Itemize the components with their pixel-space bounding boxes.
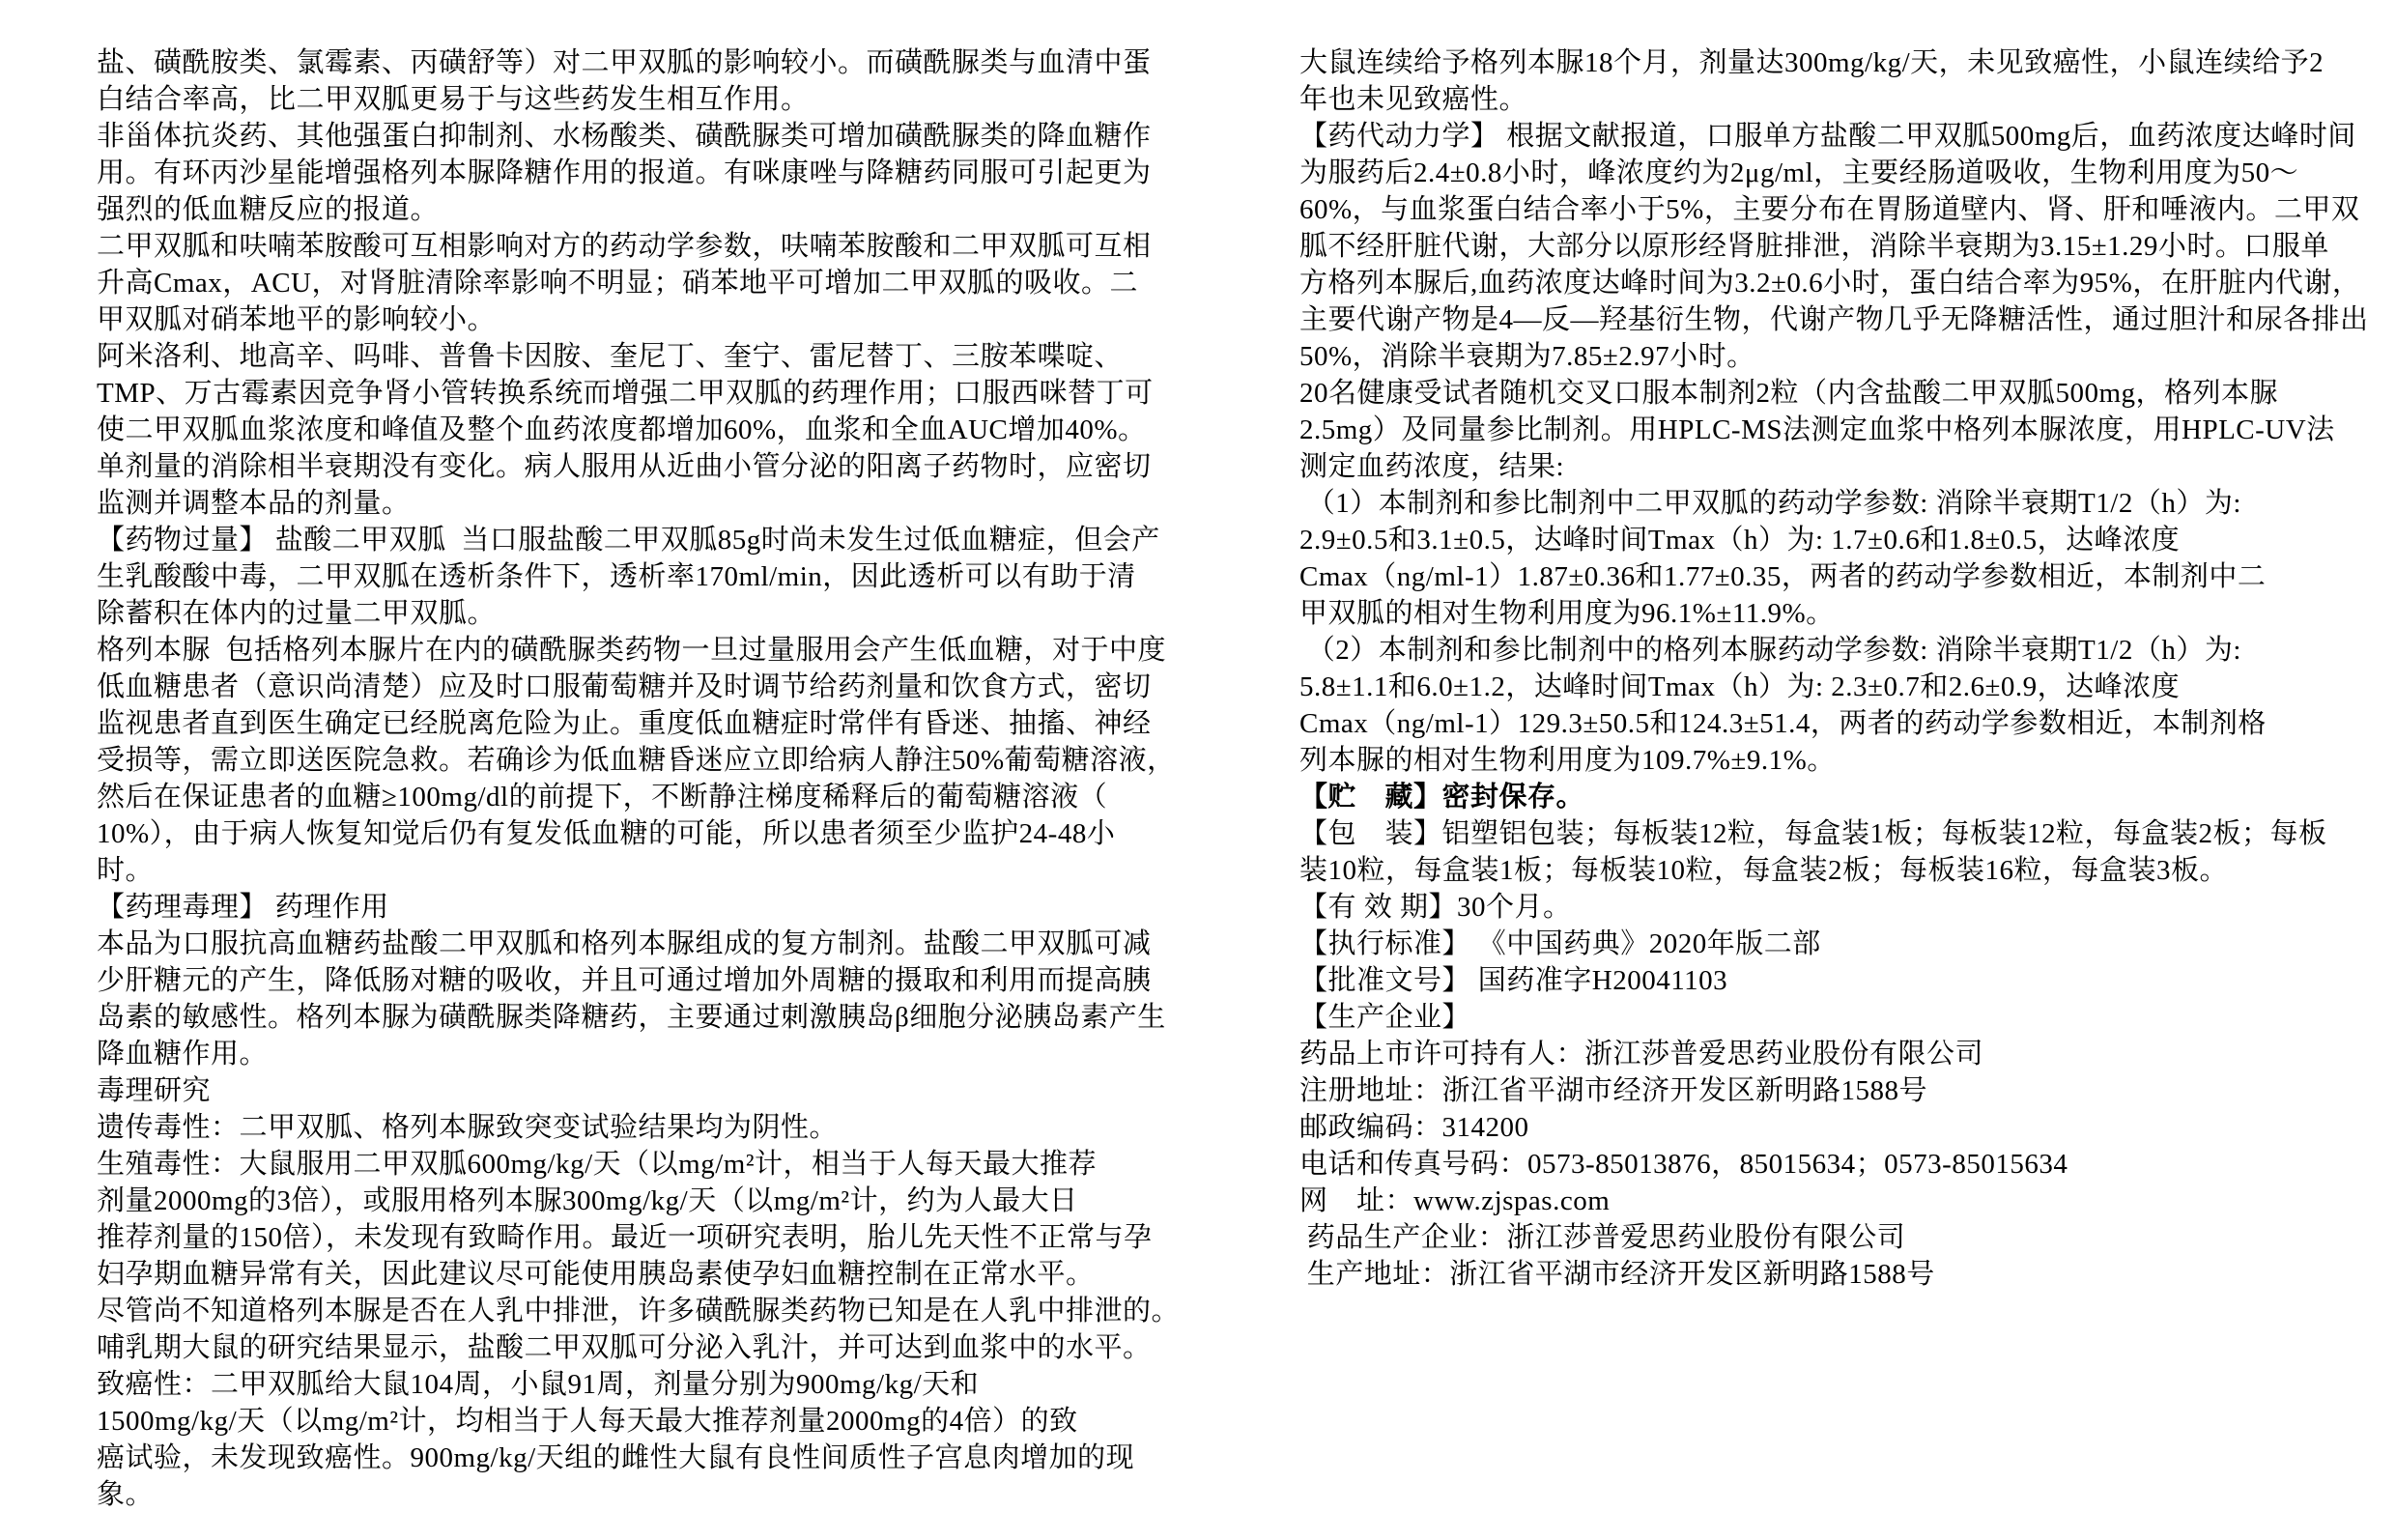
text-line: 少肝糖元的产生，降低肠对糖的吸收，并且可通过增加外周糖的摄取和利用而提高胰 xyxy=(97,965,1152,996)
text-line: 尽管尚不知道格列本脲是否在人乳中排泄，许多磺酰脲类药物已知是在人乳中排泄的。 xyxy=(97,1296,1181,1326)
text-line: 【包 装】铝塑铝包装；每板装12粒，每盒装1板；每板装12粒，每盒装2板；每板 xyxy=(1299,818,2327,849)
text-line: 主要代谢产物是4—反—羟基衍生物，代谢产物几乎无降糖活性，通过胆汁和尿各排出 xyxy=(1299,304,2369,335)
text-line: 2.9±0.5和3.1±0.5，达峰时间Tmax（h）为: 1.7±0.6和1.8±0.5，达峰浓度 xyxy=(1299,525,2181,556)
text-line: 单剂量的消除相半衰期没有变化。病人服用从近曲小管分泌的阳离子药物时，应密切 xyxy=(97,451,1152,482)
text-line: 哺乳期大鼠的研究结果显示，盐酸二甲双胍可分泌入乳汁，并可达到血浆中的水平。 xyxy=(97,1332,1152,1363)
text-line: 推荐剂量的150倍），未发现有致畸作用。最近一项研究表明，胎儿先天性不正常与孕 xyxy=(97,1222,1153,1253)
text-line: 【生产企业】 xyxy=(1299,1002,1471,1033)
text-line: 二甲双胍和呋喃苯胺酸可互相影响对方的药动学参数，呋喃苯胺酸和二甲双胍可互相 xyxy=(97,231,1152,262)
text-line: 毒理研究 xyxy=(97,1075,212,1106)
text-line: 低血糖患者（意识尚清楚）应及时口服葡萄糖并及时调节给药剂量和饮食方式，密切 xyxy=(97,671,1152,702)
text-line: 盐、磺酰胺类、氯霉素、丙磺舒等）对二甲双胍的影响较小。而磺酰脲类与血清中蛋 xyxy=(97,47,1152,78)
text-line: 妇孕期血糖异常有关，因此建议尽可能使用胰岛素使孕妇血糖控制在正常水平。 xyxy=(97,1259,1095,1290)
text-line: TMP、万古霉素因竞争肾小管转换系统而增强二甲双胍的药理作用；口服西咪替丁可 xyxy=(97,378,1154,409)
text-line: 1500mg/kg/天（以mg/m²计，均相当于人每天最大推荐剂量2000mg的4倍）的致 xyxy=(97,1406,1078,1437)
text-line: 【执行标准】 《中国药典》2020年版二部 xyxy=(1299,928,1821,959)
text-line: 网 址：www.zjspas.com xyxy=(1299,1185,1611,1216)
text-line: 本品为口服抗高血糖药盐酸二甲双胍和格列本脲组成的复方制剂。盐酸二甲双胍可减 xyxy=(97,928,1152,959)
text-line: 除蓄积在体内的过量二甲双胍。 xyxy=(97,598,497,629)
text-line: 生殖毒性：大鼠服用二甲双胍600mg/kg/天（以mg/m²计，相当于人每天最大推荐 xyxy=(97,1149,1098,1180)
text-line: 【药物过量】 盐酸二甲双胍 当口服盐酸二甲双胍85g时尚未发生过低血糖症，但会产 xyxy=(97,525,1160,556)
text-line: 邮政编码：314200 xyxy=(1299,1112,1529,1143)
text-line: 药品生产企业：浙江莎普爱思药业股份有限公司 xyxy=(1299,1222,1906,1253)
text-line: 胍不经肝脏代谢，大部分以原形经肾脏排泄，消除半衰期为3.15±1.29小时。口服单 xyxy=(1299,231,2329,262)
text-line: 【贮 藏】密封保存。 xyxy=(1299,782,1585,813)
text-line: 大鼠连续给予格列本脲18个月，剂量达300mg/kg/天，未见致癌性，小鼠连续给予2 xyxy=(1299,47,2325,78)
text-line: 非甾体抗炎药、其他强蛋白抑制剂、水杨酸类、磺酰脲类可增加磺酰脲类的降血糖作 xyxy=(97,121,1152,152)
left-text-column xyxy=(97,44,1181,1513)
text-line: （1）本制剂和参比制剂中二甲双胍的药动学参数: 消除半衰期T1/2（h）为: xyxy=(1299,488,2241,519)
text-line: 阿米洛利、地高辛、吗啡、普鲁卡因胺、奎尼丁、奎宁、雷尼替丁、三胺苯喋啶、 xyxy=(97,341,1124,372)
text-line: 时。 xyxy=(97,855,155,886)
text-line: 列本脲的相对生物利用度为109.7%±9.1%。 xyxy=(1299,745,1836,776)
text-line: 致癌性：二甲双胍给大鼠104周，小鼠91周，剂量分别为900mg/kg/天和 xyxy=(97,1369,980,1400)
text-line: 20名健康受试者随机交叉口服本制剂2粒（内含盐酸二甲双胍500mg，格列本脲 xyxy=(1299,378,2279,409)
text-line: 岛素的敏感性。格列本脲为磺酰脲类降糖药，主要通过刺激胰岛β细胞分泌胰岛素产生 xyxy=(97,1002,1166,1033)
text-line: 甲双胍的相对生物利用度为96.1%±11.9%。 xyxy=(1299,598,1835,629)
text-line: 【批准文号】 国药准字H20041103 xyxy=(1299,965,1728,996)
text-line: 监测并调整本品的剂量。 xyxy=(97,488,411,519)
text-line: 强烈的低血糖反应的报道。 xyxy=(97,194,440,225)
text-line: Cmax（ng/ml-1）129.3±50.5和124.3±51.4，两者的药动学参数相近，本制剂格 xyxy=(1299,708,2267,739)
text-line: 然后在保证患者的血糖≥100mg/dl的前提下，不断静注梯度稀释后的葡萄糖溶液（ xyxy=(97,782,1108,813)
text-line: 5.8±1.1和6.0±1.2，达峰时间Tmax（h）为: 2.3±0.7和2.6±0.9，达峰浓度 xyxy=(1299,671,2181,702)
text-line: 癌试验，未发现致癌性。900mg/kg/天组的雌性大鼠有良性间质性子宫息肉增加的现 xyxy=(97,1442,1135,1473)
text-line: 为服药后2.4±0.8小时，峰浓度约为2μg/ml，主要经肠道吸收，生物利用度为50～ xyxy=(1299,157,2299,188)
text-line: 生产地址：浙江省平湖市经济开发区新明路1588号 xyxy=(1299,1259,1935,1290)
text-line: 用。有环丙沙星能增强格列本脲降糖作用的报道。有咪康唑与降糖药同服可引起更为 xyxy=(97,157,1152,188)
text-line: 【药代动力学】 根据文献报道，口服单方盐酸二甲双胍500mg后，血药浓度达峰时间 xyxy=(1299,121,2356,152)
text-line: 使二甲双胍血浆浓度和峰值及整个血药浓度都增加60%，血浆和全血AUC增加40%。 xyxy=(97,414,1147,445)
text-line: 象。 xyxy=(97,1479,155,1510)
text-line: 甲双胍对硝苯地平的影响较小。 xyxy=(97,304,497,335)
text-line: 监视患者直到医生确定已经脱离危险为止。重度低血糖症时常伴有昏迷、抽搐、神经 xyxy=(97,708,1152,739)
text-line: 50%，消除半衰期为7.85±2.97小时。 xyxy=(1299,341,1755,372)
text-line: 遗传毒性：二甲双胍、格列本脲致突变试验结果均为阴性。 xyxy=(97,1112,839,1143)
text-line: 【药理毒理】 药理作用 xyxy=(97,892,389,923)
text-line: 药品上市许可持有人：浙江莎普爱思药业股份有限公司 xyxy=(1299,1039,1984,1069)
text-line: Cmax（ng/ml-1）1.87±0.36和1.77±0.35，两者的药动学参数相近，本制剂中二 xyxy=(1299,561,2267,592)
text-line: 剂量2000mg的3倍），或服用格列本脲300mg/kg/天（以mg/m²计，约为人最大日 xyxy=(97,1185,1078,1216)
text-line: 60%，与血浆蛋白结合率小于5%，主要分布在胃肠道壁内、肾、肝和唾液内。二甲双 xyxy=(1299,194,2360,225)
text-line: 生乳酸酸中毒，二甲双胍在透析条件下，透析率170ml/min，因此透析可以有助于清 xyxy=(97,561,1136,592)
text-line: 受损等，需立即送医院急救。若确诊为低血糖昏迷应立即给病人静注50%葡萄糖溶液， xyxy=(97,745,1176,776)
text-line: （2）本制剂和参比制剂中的格列本脲药动学参数: 消除半衰期T1/2（h）为: xyxy=(1299,635,2241,666)
text-line: 年也未见致癌性。 xyxy=(1299,84,1528,115)
text-line: 升高Cmax，ACU，对肾脏清除率影响不明显；硝苯地平可增加二甲双胍的吸收。二 xyxy=(97,268,1139,299)
text-line: 10%），由于病人恢复知觉后仍有复发低血糖的可能，所以患者须至少监护24-48小 xyxy=(97,818,1116,849)
text-line: 电话和传真号码：0573-85013876，85015634；0573-85015634 xyxy=(1299,1149,2068,1180)
text-line: 装10粒，每盒装1板；每板装10粒，每盒装2板；每板装16粒，每盒装3板。 xyxy=(1299,855,2229,886)
right-text-column xyxy=(1299,44,2367,1293)
text-line: 注册地址：浙江省平湖市经济开发区新明路1588号 xyxy=(1299,1075,1928,1106)
text-line: 测定血药浓度，结果: xyxy=(1299,451,1565,482)
text-line: 方格列本脲后,血药浓度达峰时间为3.2±0.6小时，蛋白结合率为95%，在肝脏内代谢， xyxy=(1299,268,2361,299)
text-line: 白结合率高，比二甲双胍更易于与这些药发生相互作用。 xyxy=(97,84,810,115)
text-line: 2.5mg）及同量参比制剂。用HPLC-MS法测定血浆中格列本脲浓度，用HPLC-UV法 xyxy=(1299,414,2335,445)
text-line: 降血糖作用。 xyxy=(97,1039,269,1069)
text-line: 【有 效 期】30个月。 xyxy=(1299,892,1572,923)
text-line: 格列本脲 包括格列本脲片在内的磺酰脲类药物一旦过量服用会产生低血糖，对于中度 xyxy=(97,635,1167,666)
